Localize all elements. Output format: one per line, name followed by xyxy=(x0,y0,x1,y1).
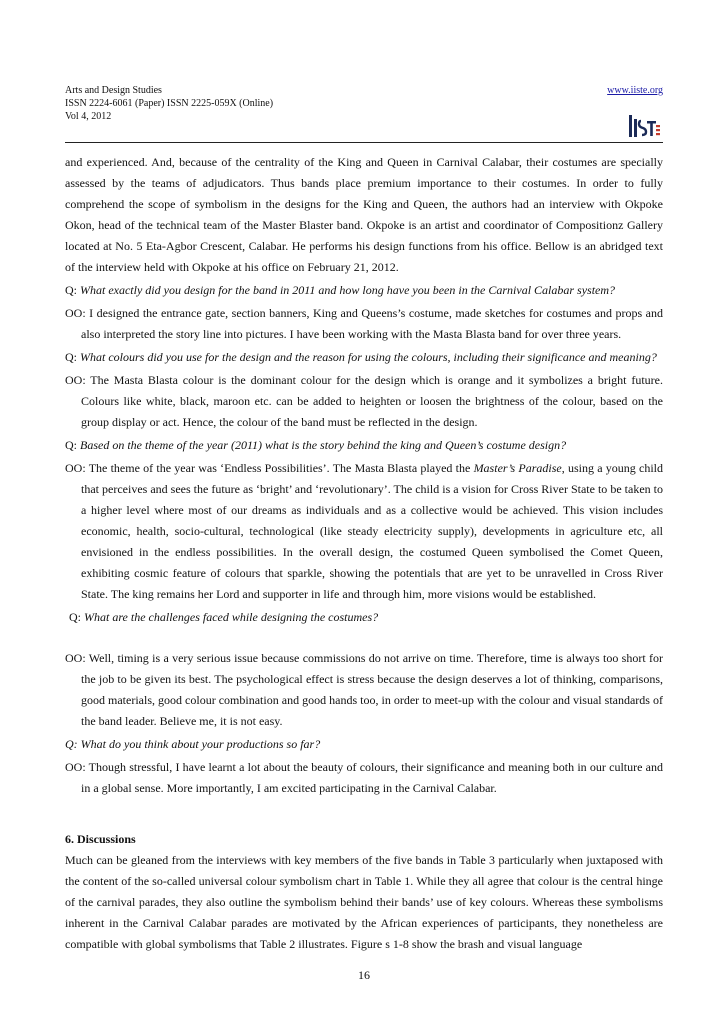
page-body xyxy=(65,152,663,955)
question-text: What exactly did you design for the band in 2011 and how long have you been in the Carnival Calabar system? xyxy=(80,283,616,297)
question-text: What colours did you use for the design and the reason for using the colours, including their significance and meaning? xyxy=(80,350,657,364)
iiste-logo xyxy=(626,113,662,139)
section-heading: 6. Discussions xyxy=(65,832,136,846)
volume-line: Vol 4, 2012 xyxy=(65,111,112,122)
question-label: Q: xyxy=(69,610,84,624)
page-number: 16 xyxy=(358,968,370,982)
discussion-paragraph: Much can be gleaned from the interviews with key members of the five bands in Table 3 particularly when juxtaposed with the content of the so-called universal colour symbolism chart in Table 1. While they all agree that colour is the central hinge of the carnival parades, they also outline the symbolism behind their bands’ use of key colours. Whereas these symbolisms inherent in the Carnival Calabar parades are motivated by the African experiences of participants, they nonetheless are compatible with global symbolisms that Table 2 illustrates. Figure s 1-8 show the brash and visual language xyxy=(65,853,663,951)
issn-line: ISSN 2224-6061 (Paper) ISSN 2225-059X (Online) xyxy=(65,98,274,109)
question-4 xyxy=(65,607,663,628)
journal-name: Arts and Design Studies xyxy=(65,85,162,96)
question-5: Q: What do you think about your productions so far? xyxy=(65,737,321,751)
answer-4: OO: Well, timing is a very serious issue because commissions do not arrive on time. Therefore, time is always too short for the job to be given its best. The psychological effect is stress because the design deserves a lot of thinking, comparisons, good materials, good colour combination and good hands too, in order to meet-up with the colour and visual standards of the band leader. Believe me, it is not easy. xyxy=(65,651,663,728)
question-label: Q: xyxy=(65,350,80,364)
running-header xyxy=(65,84,663,123)
question-text: What are the challenges faced while designing the costumes? xyxy=(84,610,379,624)
header-divider xyxy=(65,142,663,143)
intro-paragraph: and experienced. And, because of the centrality of the King and Queen in Carnival Calabar, their costumes are specially assessed by the teams of adjudicators. Thus bands place premium importance to their costumes. In order to fully comprehend the scope of symbolism in the designs for the King and Queen, the authors had an interview with Okpoke Okon, head of the technical team of the Master Blaster band. Okpoke is an artist and coordinator of Compositionz Gallery located at No. 5 Eta-Agbor Crescent, Calabar. He performs his design functions from his office. Bellow is an abridged text of the interview held with Okpoke at his office on February 21, 2012. xyxy=(65,155,663,274)
question-text: Based on the theme of the year (2011) what is the story behind the king and Queen’s costume design? xyxy=(80,438,567,452)
answer-1: OO: I designed the entrance gate, section banners, King and Queens’s costume, made sketches for costumes and props and also interpreted the story line into pictures. I have been working with the Masta Blasta band for over three years. xyxy=(65,306,663,341)
answer-2: OO: The Masta Blasta colour is the dominant colour for the design which is orange and it symbolizes a bright future. Colours like white, black, maroon etc. can be added to heighten or loosen the brightness of the colour, based on the group display or act. Hence, the colour of the band must be reflected in the design. xyxy=(65,373,663,429)
answer-3 xyxy=(65,458,663,605)
question-3 xyxy=(65,435,663,456)
question-1 xyxy=(65,280,663,301)
answer-text: OO: The theme of the year was ‘Endless Possibilities’. The Masta Blasta played the xyxy=(65,461,474,475)
question-label: Q: xyxy=(65,283,80,297)
question-label: Q: xyxy=(65,438,80,452)
answer-5: OO: Though stressful, I have learnt a lot about the beauty of colours, their significance and meaning both in our culture and in a global sense. More importantly, I am excited participating in the Carnival Calabar. xyxy=(65,760,663,795)
play-title: Master’s Paradise xyxy=(473,461,562,475)
answer-text: , using a young child that perceives and sees the future as ‘bright’ and ‘revolutionary’. The child is a vision for Cross River State to be taken to a higher level where most of our dreams as individuals and as a collective would be achieved. This vision includes economic, health, socio-cultural, technological (like steady electricity supply), developments in agriculture etc, all envisioned in the endless possibilities. In the overall design, the costumed Queen symbolised the Comet Queen, exhibiting cosmic feature of colours that sparkle, showing the potentials that are yet to be unravelled in Cross River State. The king remains her Lord and supporter in life and through him, more visions would be established. xyxy=(81,461,664,601)
question-2 xyxy=(65,347,663,368)
journal-url-link[interactable]: www.iiste.org xyxy=(607,85,663,96)
